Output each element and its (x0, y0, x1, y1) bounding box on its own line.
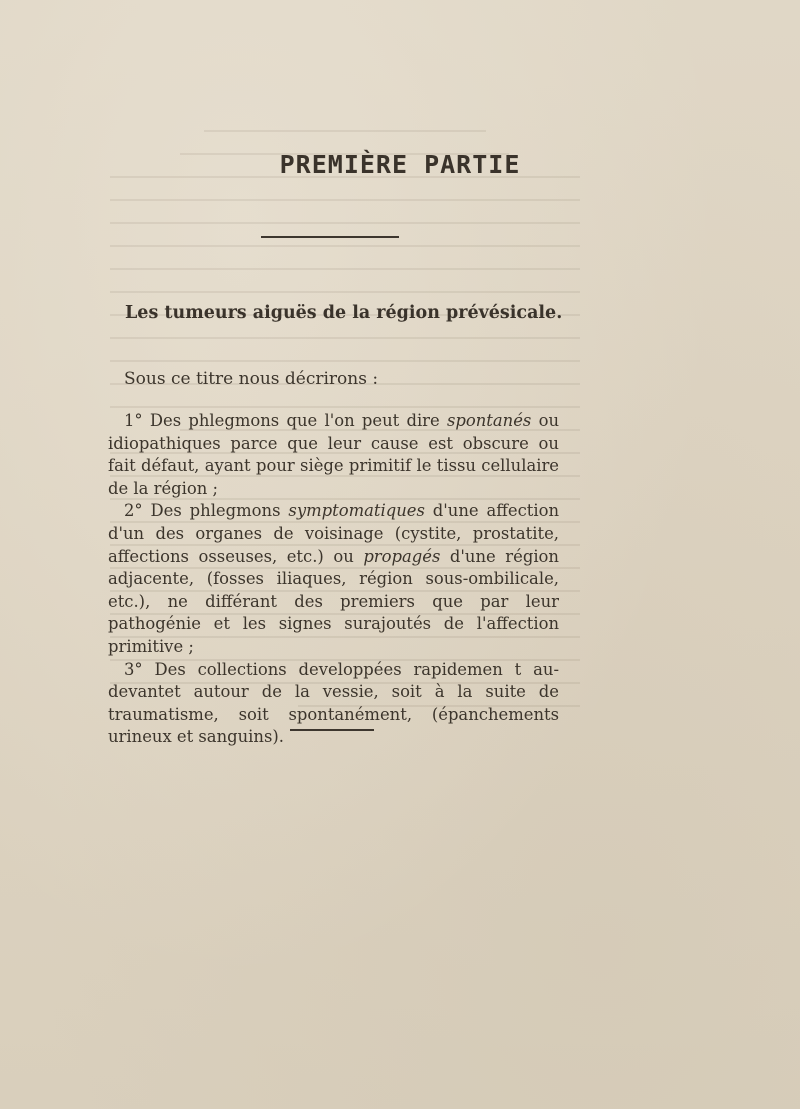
list-item-2 (108, 500, 559, 658)
item-text: 3° Des collections developpées rapidemen t au-devantet autour de la vessie, soit à la suite de traumatisme, soit spontanément, (épanchements urineux et sanguins). (108, 659, 559, 747)
item-text: d'une affection d'un des organes de voisinage (cystite, prostatite, affections osseuses, etc.) ou (108, 501, 560, 566)
item-text: d'une région adjacente, (fosses iliaques, région sous-ombilicale, etc.), ne différant des premiers que par leur pathogénie et les signes surajoutés de l'affection primitive ; (108, 546, 559, 656)
item-text: ou idiopathiques parce que leur cause est obscure ou fait défaut, ayant pour siège primitif le tissu cellulaire de la région ; (108, 411, 559, 498)
item-italic-term: symptomatiques (288, 501, 425, 521)
end-divider (290, 729, 374, 731)
intro-line: Sous ce titre nous décrirons : (124, 369, 379, 389)
title-divider (261, 236, 399, 238)
item-text: 1° Des phlegmons que l'on peut dire (124, 411, 447, 430)
item-italic-term: spontanés (446, 411, 532, 430)
item-text: 2° Des phlegmons (124, 501, 289, 521)
item-italic-term: propagés (363, 546, 441, 566)
list-item-3 (108, 659, 559, 749)
section-heading: Les tumeurs aiguës de la région prévésicale. (125, 303, 563, 323)
part-title: PREMIÈRE PARTIE (279, 150, 521, 179)
enumerated-list (108, 410, 559, 749)
list-item-1 (108, 410, 559, 500)
